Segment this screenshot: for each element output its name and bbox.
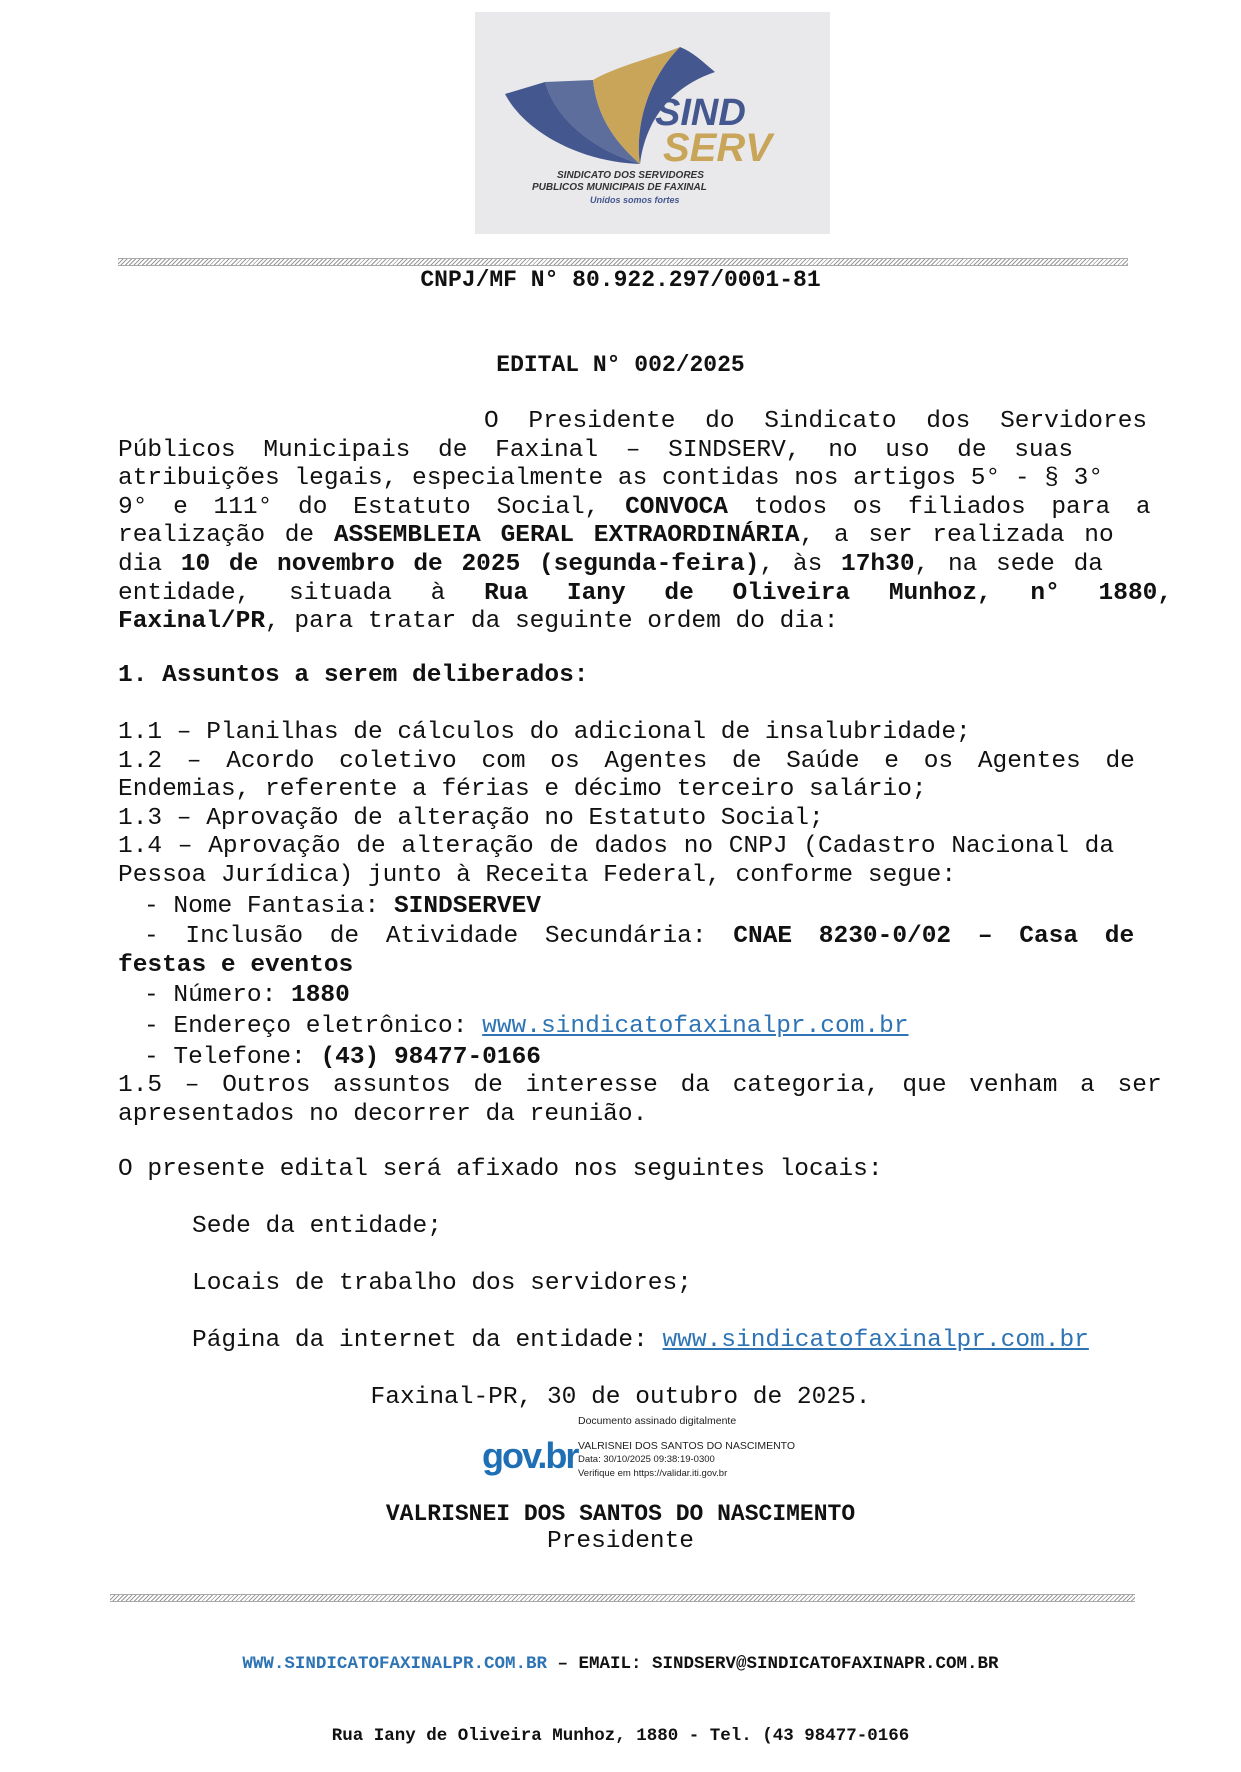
sub-activity-label: - Inclusão de Atividade Secundária: [144, 923, 734, 951]
intro-l6a: dia [118, 550, 181, 578]
intro-l7a: entidade, situada à [118, 579, 485, 607]
assembly-type: ASSEMBLEIA GERAL EXTRAORDINÁRIA [333, 522, 800, 550]
intro-line-2 [118, 437, 1128, 466]
item-1-4-a: 1.4 – Aprovação de alteração de dados no CNPJ (Cadastro Nacional da [118, 833, 1115, 861]
signature-signer: VALRISNEI DOS SANTOS DO NASCIMENTO [578, 1440, 796, 1452]
logo-motto: Unidos somos fortes [590, 195, 680, 205]
sub-phone-value: (43) 98477-0166 [320, 1043, 541, 1071]
intro-line-2-text: Públicos Municipais de Faxinal – SINDSERV, no uso de suas [118, 436, 1074, 464]
intro-l4c: todos os filiados para a [728, 493, 1151, 521]
website-link[interactable]: www.sindicatofaxinalpr.com.br [482, 1012, 909, 1040]
item-1-3: 1.3 – Aprovação de alteração no Estatuto Social; [118, 804, 824, 832]
intro-l4a: 9° e 111° do Estatuto Social, [118, 493, 626, 521]
intro-l8b: , para tratar da seguinte ordem do dia: [265, 608, 839, 636]
sub-fantasy-value: SINDSERVEV [393, 892, 541, 920]
sub-number-value: 1880 [291, 982, 350, 1010]
assembly-city: Faxinal/PR [118, 608, 266, 636]
intro-l5c: , a ser realizada no [799, 522, 1114, 550]
item-1-5-b: apresentados no decorrer da reunião. [118, 1100, 648, 1128]
sub-phone [118, 1044, 1128, 1073]
item-1-5-a: 1.5 – Outros assuntos de interesse da categoria, que venham a ser [118, 1072, 1162, 1100]
sub-activity-value: CNAE 8230-0/02 – Casa de [733, 923, 1135, 951]
assembly-address: Rua Iany de Oliveira Munhoz, n° 1880, [484, 579, 1173, 607]
posting-loc3-label: Página da internet da entidade: [192, 1327, 663, 1354]
item-1-2-b: Endemias, referente a férias e décimo terceiro salário; [118, 776, 927, 804]
gov-br-logo [482, 1435, 577, 1477]
edital-title: EDITAL N° 002/2025 [496, 352, 745, 378]
footer-contact [0, 1652, 1241, 1676]
logo-line2: PUBLICOS MUNICIPAIS DE FAXINAL [532, 182, 707, 193]
intro-line-3: atribuições legais, especialmente as contidas nos artigos 5° - § 3° [118, 465, 1104, 493]
gov-br-text: gov.br [482, 1435, 578, 1476]
posting-intro: O presente edital será afixado nos seguintes locais: [118, 1156, 883, 1183]
sub-secondary-activity [118, 923, 1135, 952]
intro-l5a: realização de [118, 522, 334, 550]
sub-activity-value-cont: festas e eventos [118, 951, 354, 979]
posting-website-link[interactable]: www.sindicatofaxinalpr.com.br [662, 1327, 1089, 1354]
signer-role: Presidente [546, 1528, 695, 1555]
item-1-4-b: Pessoa Jurídica) junto à Receita Federal, conforme segue: [118, 861, 957, 889]
signature-header: Documento assinado digitalmente [578, 1415, 737, 1427]
convoca-text: CONVOCA [625, 493, 728, 521]
item-1-2-a: 1.2 – Acordo coletivo com os Agentes de Saúde e os Agentes de [118, 747, 1135, 775]
signature-date: Data: 30/10/2025 09:38:19-0300 [578, 1454, 715, 1465]
signer-name: VALRISNEI DOS SANTOS DO NASCIMENTO [385, 1501, 856, 1527]
intro-line-1: O Presidente do Sindicato dos Servidores [484, 408, 1148, 435]
intro-line-7 [118, 579, 1173, 609]
sub-phone-label: - Telefone: [144, 1043, 321, 1071]
footer [0, 1604, 1241, 1772]
intro-paragraph [118, 408, 1173, 637]
logo-serv-text: SERV [663, 126, 772, 170]
sub-website-label: - Endereço eletrônico: [144, 1012, 483, 1040]
intro-line-4 [118, 493, 1151, 523]
sub-fantasy-label: - Nome Fantasia: [144, 892, 394, 920]
posting-location-3 [192, 1327, 1089, 1356]
date-line: Faxinal-PR, 30 de outubro de 2025. [370, 1384, 871, 1411]
section-title: 1. Assuntos a serem deliberados: [118, 662, 589, 689]
sindserv-logo [475, 12, 830, 234]
assembly-time: 17h30 [841, 550, 915, 578]
signature-verify: Verifique em https://validar.iti.gov.br [578, 1468, 728, 1479]
intro-line-8 [118, 608, 1128, 637]
intro-l6e: , na sede da [914, 550, 1103, 578]
sub-number [118, 982, 1128, 1011]
digital-signature-stamp [482, 1413, 812, 1483]
assembly-date: 10 de novembro de 2025 (segunda-feira) [180, 550, 760, 578]
footer-address: Rua Iany de Oliveira Munhoz, 1880 - Tel. (43 98477-0166 [331, 1726, 910, 1746]
bottom-divider [110, 1594, 1135, 1602]
sub-number-label: - Número: [144, 982, 292, 1010]
cnpj: CNPJ/MF N° 80.922.297/0001-81 [420, 267, 821, 293]
item-1-1: 1.1 – Planilhas de cálculos do adicional de insalubridade; [118, 719, 971, 746]
posting-location-2: Locais de trabalho dos servidores; [192, 1270, 692, 1297]
top-divider [118, 258, 1128, 266]
sub-fantasy-name [118, 893, 1128, 922]
footer-website[interactable]: WWW.SINDICATOFAXINALPR.COM.BR [242, 1654, 547, 1674]
sub-website [118, 1013, 1128, 1042]
intro-l6c: , às [759, 550, 842, 578]
logo-sind-text: SIND [655, 92, 746, 134]
intro-line-6 [118, 551, 1128, 580]
logo-line1: SINDICATO DOS SERVIDORES [557, 170, 704, 181]
agenda-items [118, 719, 1162, 1129]
posting-location-1: Sede da entidade; [192, 1213, 442, 1240]
footer-email: – EMAIL: SINDSERV@SINDICATOFAXINAPR.COM.BR [546, 1654, 999, 1674]
intro-line-5 [118, 522, 1128, 551]
